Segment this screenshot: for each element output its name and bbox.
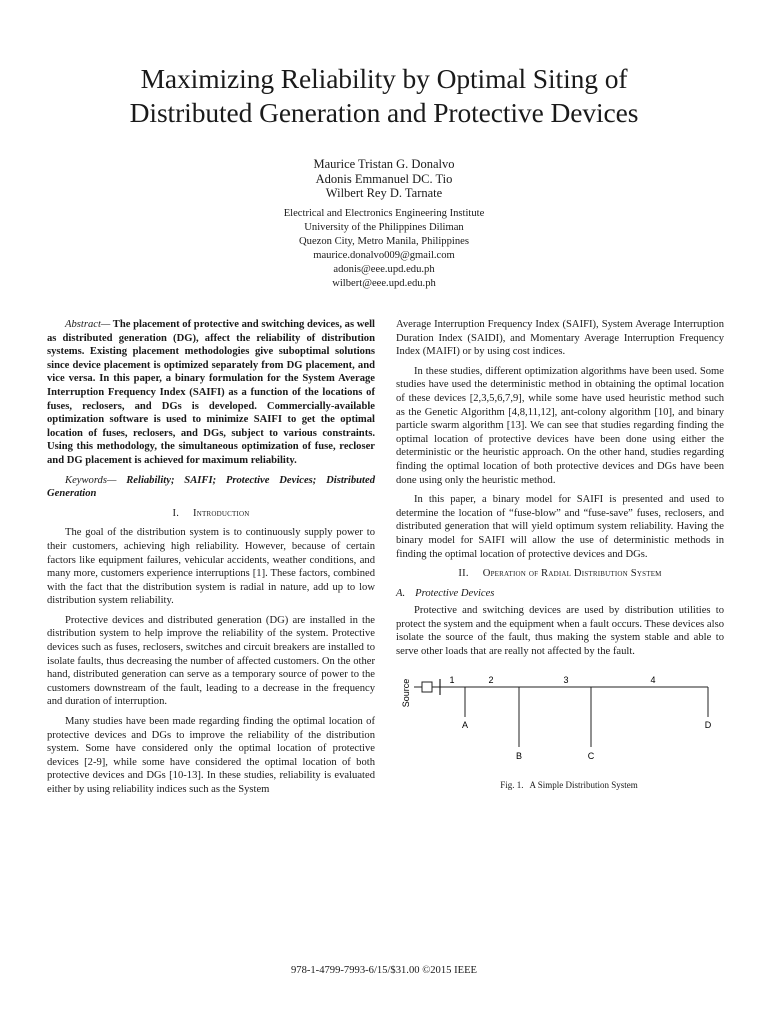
load-label-b: B [515,750,523,761]
keywords [47,474,375,501]
section-title: Introduction [193,507,250,519]
abstract-text: The placement of protective and switching devices, as well as distributed generation (DG), affect the reliability of distribution systems. Existing placement methodologies give suboptimal solutions since device placement is optimized separately from DG placement, and vice versa. In this paper, a binary formulation for the System Average Interruption Frequency Index (SAIFI) as a function of the locations of fuses, reclosers, and DGs is developed. Commercially-available optimization software is used to minimize SAIFI to get the optimal location of fuses, reclosers, and DGs, subject to various constraints. Using this methodology, the simultaneous optimization of fuse, recloser and DG placement is achieved for maximum reliability. [47,319,375,466]
section-heading-operation [396,567,724,581]
affiliation-line: Quezon City, Metro Manila, Philippines [299,236,469,247]
figure-caption [396,779,724,793]
subsection-title: Protective Devices [415,587,495,599]
author-list [0,157,768,201]
section-number: II. [458,568,469,580]
load-label-a: A [461,719,469,730]
email-line: adonis@eee.upd.edu.ph [333,264,435,275]
source-breaker [422,682,432,692]
caption-text: A Simple Distribution System [529,779,638,790]
node-label-3: 3 [563,674,569,685]
subsection-heading [396,587,724,601]
title-line: Maximizing Reliability by Optimal Siting of [140,63,628,94]
paragraph: Many studies have been made regarding finding the optimal location of protective devices and DGs to improve the reliability of the distribution system. Some have considered only the optimal location of protective devices [2-9], while some have considered the optimal location of both protective devices and DGs [10-13]. In these studies, reliability is evaluated either by using reliability indices such as the System [47,716,375,795]
title-line: Distributed Generation and Protective Devices [129,97,639,128]
email-line: wilbert@eee.upd.edu.ph [332,278,436,289]
author-name: Wilbert Rey D. Tarnate [325,186,443,200]
caption-number: Fig. 1. [500,779,524,790]
figure-distribution-system [396,671,724,773]
paragraph: In these studies, different optimization algorithms have been used. Some studies have used the deterministic method in obtaining the optimal location of these devices [2,3,5,6,7,9], while some have used heuristic method such as the Genetic Algorithm [4,8,11,12], ant-colony algorithm [10], and binary particle swarm algorithm [13]. We can see that studies regarding finding the optimal location of protective devices have been done using either the deterministic or the heuristic approach. On the other hand, studies regarding finding the optimal location of both protective devices and DGs have been done using only the heuristic method. [396,365,724,486]
paragraph: The goal of the distribution system is to continuously supply power to their customers, achieving high reliability. However, because of certain factors like equipment failures, vehicular accidents, weather conditions, and many more, customers experience interruptions [1]. These factors, combined with the fact that the distribution system is radial in nature, add up to low distribution system reliability. [47,527,375,607]
affiliation-line: Electrical and Electronics Engineering Institute [283,208,485,219]
abstract [47,318,375,468]
load-label-d: D [704,719,712,730]
affiliation-line: University of the Philippines Diliman [304,222,464,233]
source-label: Source [401,678,411,707]
abstract-label: Abstract— [65,319,111,330]
subsection-number: A. [396,587,406,599]
node-label-1: 1 [449,674,455,685]
load-label-c: C [587,750,595,761]
section-heading-introduction [47,507,375,521]
paragraph: Protective and switching devices are used by distribution utilities to protect the system and the equipment when a fault occurs. These devices also isolate the source of the fault, thus making the system stable and able to serve other loads that are really not affected by the fault. [396,605,724,658]
right-column [396,318,724,798]
paragraph: Protective devices and distributed generation (DG) are installed in the distribution system to help improve the reliability of the system. Protective devices such as fuses, reclosers, switches and circuit breakers are installed to isolate faults, thus decreasing the number of affected customers. On the other hand, distributed generation can serve as a temporary source of power to the customers downstream of the fault, leading to a decrease in the frequency and duration of interruption. [47,614,375,708]
affiliation-block [0,207,768,291]
author-name: Maurice Tristan G. Donalvo [313,157,455,171]
paragraph: In this paper, a binary model for SAIFI is presented and used to determine the location of “fuse-blow” and “fuse-save” fuses, reclosers, and distributed generation that will yield optimum system reliability. Having the binary model for SAIFI will allow the use of deterministic methods in finding the optimal location of protective devices and DGs. [396,494,724,560]
node-label-4: 4 [650,674,656,685]
keywords-label: Keywords— [65,474,117,486]
paragraph-continuation: Average Interruption Frequency Index (SAIFI), System Average Interruption Duration Index (SAIDI), and Momentary Average Interruption Frequency Index (MAIFI) or by using cost indices. [396,319,724,358]
section-number: I. [172,507,180,519]
node-label-2: 2 [488,674,494,685]
distribution-diagram [396,671,724,773]
keywords-text: Reliability; SAIFI; Protective Devices; Distributed Generation [47,474,375,500]
author-name: Adonis Emmanuel DC. Tio [315,171,453,186]
left-column [47,318,375,803]
section-title: Operation of Radial Distribution System [482,568,662,580]
copyright-footer: 978-1-4799-7993-6/15/$31.00 ©2015 IEEE [290,965,478,976]
paper-title [0,62,768,130]
email-line: maurice.donalvo009@gmail.com [313,250,455,261]
